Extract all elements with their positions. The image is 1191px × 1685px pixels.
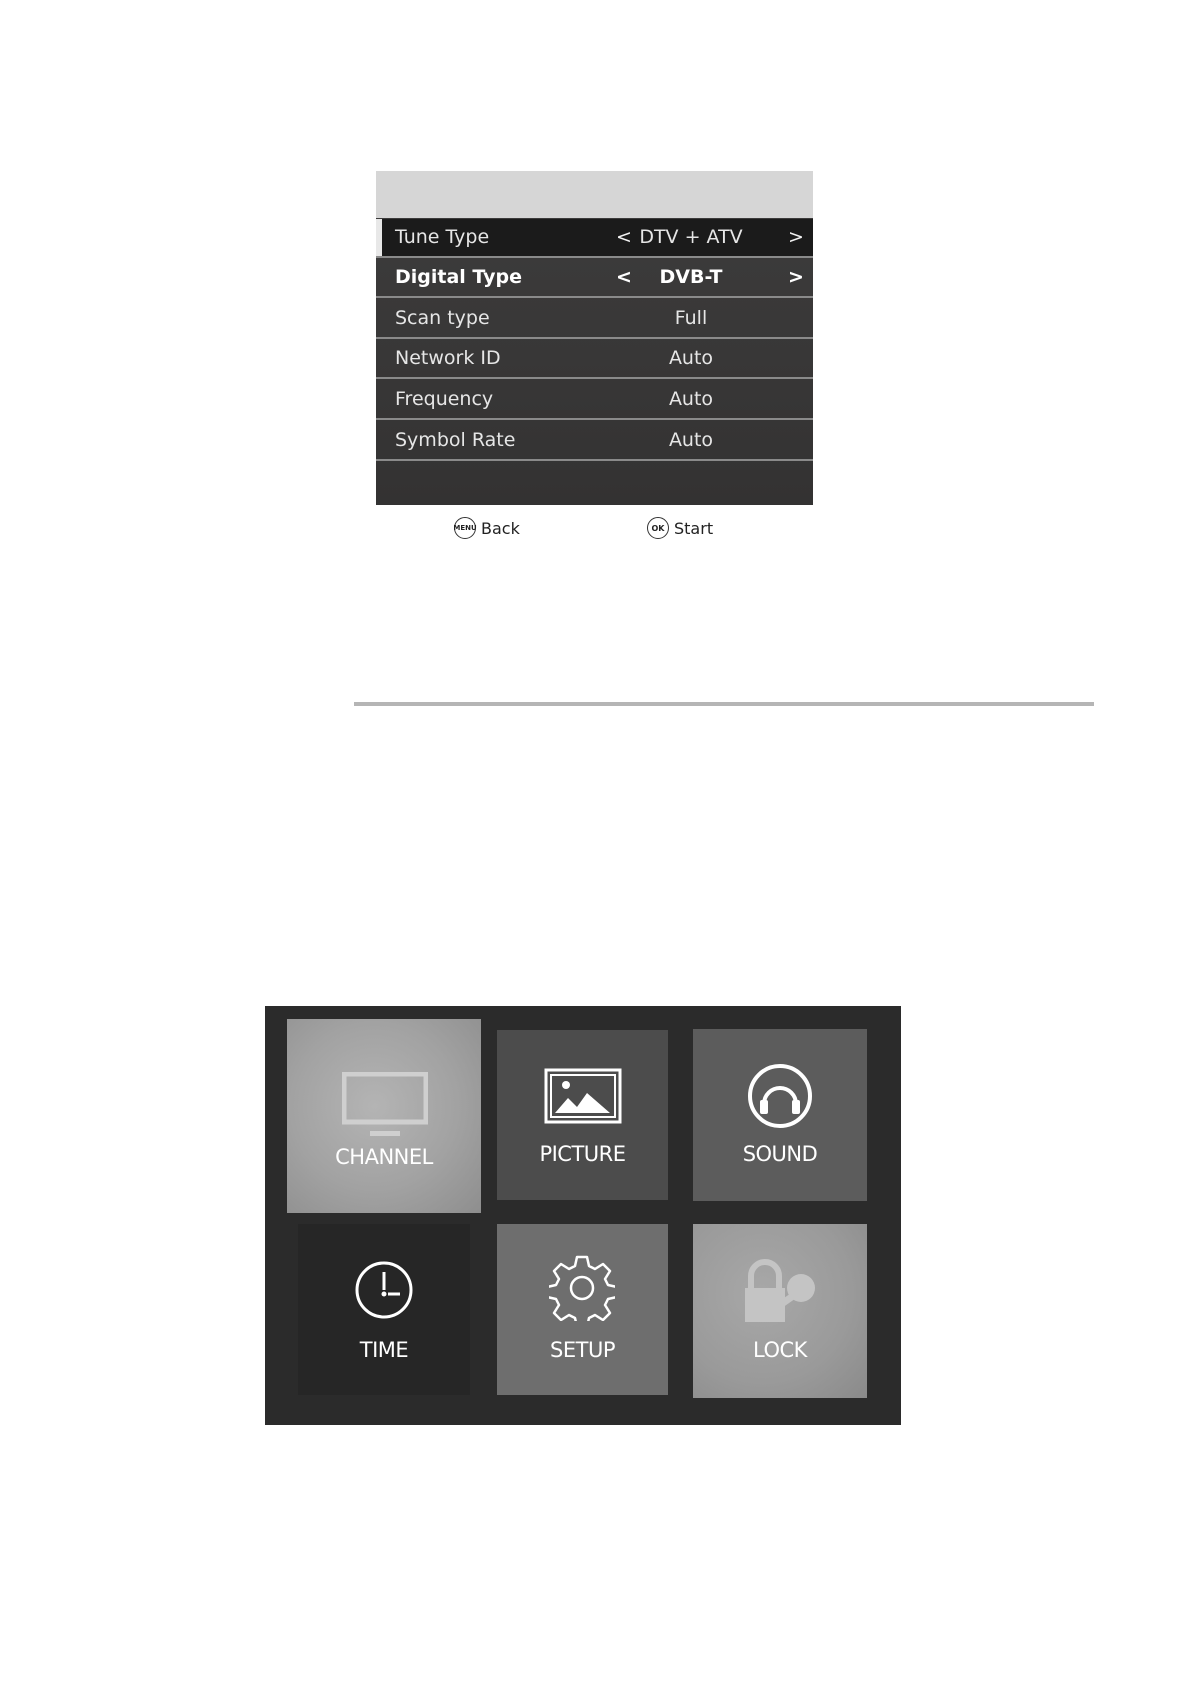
start-label: Start (674, 518, 714, 538)
tile-label: CHANNEL (335, 1145, 433, 1169)
setting-value: DTV + ATV (639, 226, 743, 248)
selection-indicator (376, 219, 382, 256)
section-divider (354, 702, 1094, 706)
tile-label: LOCK (753, 1338, 807, 1362)
tile-sound[interactable] (693, 1029, 867, 1201)
setting-row-digital-type[interactable] (376, 259, 813, 298)
back-button[interactable] (454, 513, 520, 543)
tile-label: TIME (359, 1338, 409, 1362)
back-label: Back (481, 518, 520, 538)
tile-picture[interactable] (497, 1030, 668, 1200)
tile-label: SETUP (550, 1338, 615, 1362)
setting-row-symbol-rate[interactable] (376, 422, 813, 461)
setting-label: Scan type (395, 307, 490, 329)
arrow-right-icon[interactable]: > (788, 266, 804, 288)
setting-value: Auto (668, 429, 714, 451)
tile-setup[interactable] (497, 1224, 668, 1395)
setting-value: Full (674, 307, 708, 329)
setting-label: Network ID (395, 347, 501, 369)
setting-row-network-id[interactable] (376, 340, 813, 379)
settings-list (376, 218, 813, 505)
panel-header (376, 171, 813, 218)
setting-row-tune-type[interactable] (376, 219, 813, 258)
tune-settings-panel (376, 171, 813, 538)
clock-icon (354, 1260, 414, 1320)
setting-row-frequency[interactable] (376, 381, 813, 420)
setting-value: Auto (668, 388, 714, 410)
setting-label: Digital Type (395, 266, 523, 288)
setting-label: Symbol Rate (395, 429, 516, 451)
arrow-left-icon[interactable]: < (616, 226, 632, 248)
menu-button-icon: MENU (454, 517, 476, 539)
arrow-right-icon[interactable]: > (788, 226, 804, 248)
setting-row-scan-type[interactable] (376, 300, 813, 339)
tile-label: SOUND (742, 1142, 818, 1166)
picture-icon (544, 1068, 622, 1124)
headphones-icon (746, 1062, 814, 1130)
arrow-left-icon[interactable]: < (616, 266, 632, 288)
panel-footer (376, 513, 813, 543)
tile-channel[interactable] (287, 1019, 481, 1213)
setting-value: DVB-T (659, 266, 723, 288)
gear-icon (549, 1255, 615, 1321)
setting-label: Frequency (395, 388, 494, 410)
setting-label: Tune Type (395, 226, 490, 248)
setting-value: Auto (668, 347, 714, 369)
tile-lock[interactable] (693, 1224, 867, 1398)
lock-key-icon (743, 1258, 821, 1330)
tile-time[interactable] (298, 1224, 470, 1395)
ok-button-icon: OK (647, 517, 669, 539)
start-button[interactable] (647, 513, 713, 543)
tv-icon (342, 1072, 428, 1138)
tile-label: PICTURE (539, 1142, 626, 1166)
main-menu (265, 1006, 901, 1425)
